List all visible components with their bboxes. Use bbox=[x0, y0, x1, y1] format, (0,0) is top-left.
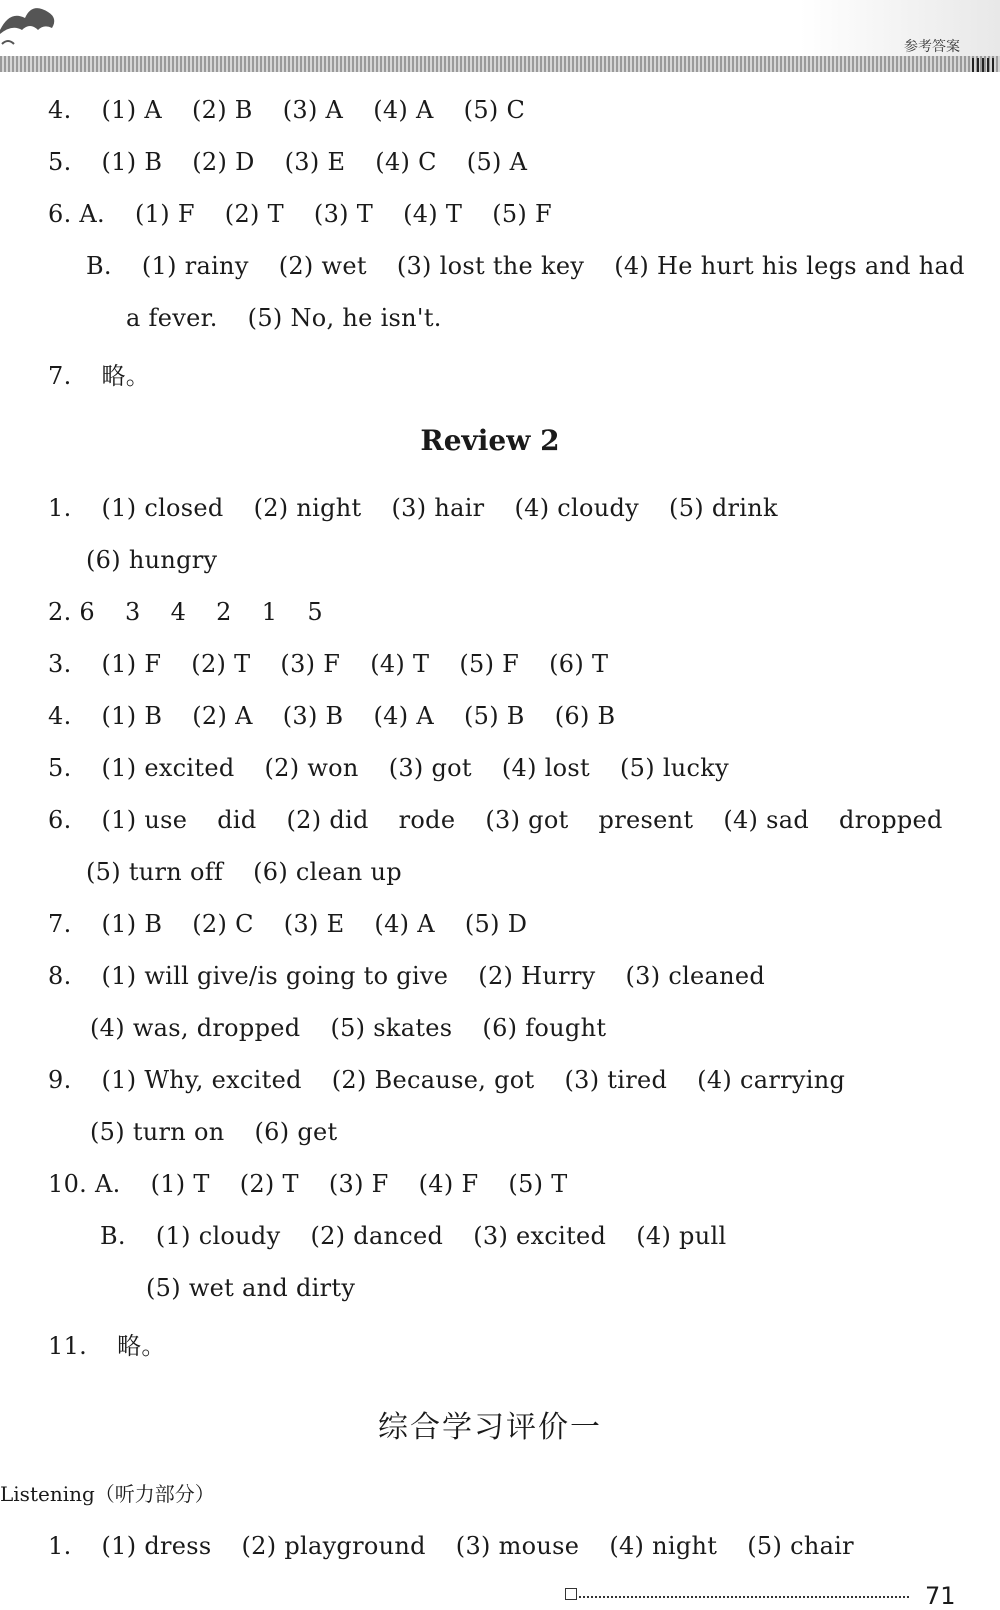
answer-line bbox=[48, 962, 795, 990]
answer-item: (5) F bbox=[459, 650, 520, 678]
answer-item: (6) get bbox=[254, 1118, 338, 1146]
answer-line bbox=[48, 96, 555, 124]
answer-item: (3) A bbox=[282, 96, 344, 124]
answer-item: 5 bbox=[307, 598, 323, 626]
page-footer bbox=[565, 1582, 995, 1610]
answer-item: 4 bbox=[170, 598, 187, 626]
answer-item: (1) B bbox=[101, 148, 163, 176]
answer-item: (4) cloudy bbox=[514, 494, 640, 522]
answer-item: 6. bbox=[48, 806, 72, 834]
section-title-cn: 综合学习评价一 bbox=[378, 1410, 602, 1445]
answer-item: (2) T bbox=[191, 650, 251, 678]
answer-item: (2) night bbox=[253, 494, 362, 522]
answer-item: (5) turn on bbox=[90, 1118, 225, 1146]
answer-item: 2 bbox=[216, 598, 232, 626]
square-marker-icon bbox=[565, 1588, 577, 1600]
answer-item: (5) wet and dirty bbox=[146, 1274, 356, 1302]
header-rule bbox=[0, 56, 1000, 72]
answer-item: (5) skates bbox=[330, 1014, 453, 1042]
header-ticks bbox=[972, 58, 994, 72]
answer-item: (4) A bbox=[374, 910, 435, 938]
answer-item: (5) drink bbox=[669, 494, 778, 522]
answer-item: (3) E bbox=[283, 910, 345, 938]
answer-item: 略。 bbox=[117, 1332, 166, 1360]
answer-line bbox=[48, 200, 582, 228]
answer-item: 5. bbox=[48, 148, 72, 176]
answer-item: (3) got bbox=[485, 806, 569, 834]
answer-item: (5) D bbox=[464, 910, 528, 938]
answer-item: (2) T bbox=[224, 200, 284, 228]
answer-item: 1 bbox=[261, 598, 278, 626]
answer-item: (2) Hurry bbox=[478, 962, 596, 990]
answer-item: 1. bbox=[48, 1532, 72, 1560]
answer-item: 9. bbox=[48, 1066, 72, 1094]
answer-line bbox=[146, 1274, 385, 1302]
answer-item: 略。 bbox=[101, 362, 151, 390]
answer-item: (4) night bbox=[609, 1532, 718, 1560]
answer-item: 5. bbox=[48, 754, 72, 782]
answer-item: (1) F bbox=[101, 650, 162, 678]
answer-item: (6) clean up bbox=[253, 858, 402, 886]
answer-item: (5) T bbox=[508, 1170, 568, 1198]
answer-item: (4) A bbox=[373, 96, 434, 124]
answer-line bbox=[86, 252, 995, 280]
answer-line bbox=[48, 650, 638, 678]
answer-item: B. bbox=[100, 1222, 126, 1250]
answer-item: (1) T bbox=[150, 1170, 210, 1198]
answer-item: (5) No, he isn't. bbox=[247, 304, 442, 332]
answer-item: (5) A bbox=[466, 148, 528, 176]
listening-label: Listening（听力部分） bbox=[0, 1482, 215, 1506]
answer-item: (6) fought bbox=[482, 1014, 607, 1042]
answer-item: (6) T bbox=[549, 650, 609, 678]
answer-item: (1) B bbox=[101, 910, 163, 938]
answer-item: (4) lost bbox=[501, 754, 590, 782]
answer-item: (2) C bbox=[192, 910, 254, 938]
answer-item: (6) hungry bbox=[86, 546, 218, 574]
answer-item: (3) lost the key bbox=[396, 252, 585, 280]
answer-item: (1) use bbox=[101, 806, 188, 834]
answer-item: (4) sad bbox=[723, 806, 810, 834]
answer-item: 3. bbox=[48, 650, 72, 678]
answer-item: 11. bbox=[48, 1332, 88, 1360]
answer-item: (3) B bbox=[282, 702, 344, 730]
answer-item: (2) D bbox=[192, 148, 255, 176]
answer-item: (4) A bbox=[373, 702, 434, 730]
answer-item: (2) B bbox=[191, 96, 253, 124]
answer-line bbox=[48, 1326, 196, 1361]
answer-item: (3) excited bbox=[473, 1222, 607, 1250]
answer-item: (4) was, dropped bbox=[90, 1014, 301, 1042]
header-label: 参考答案 bbox=[904, 39, 960, 55]
answer-line bbox=[48, 1170, 598, 1198]
answer-item: (3) F bbox=[328, 1170, 389, 1198]
answer-item: 7. bbox=[48, 910, 72, 938]
answer-item: 4. bbox=[48, 702, 72, 730]
answer-line bbox=[48, 1066, 875, 1094]
answer-item: (1) dress bbox=[101, 1532, 212, 1560]
answer-item: 2. 6 bbox=[48, 598, 95, 626]
answer-item: (3) cleaned bbox=[625, 962, 766, 990]
cloud-logo-icon bbox=[0, 0, 60, 50]
answer-item: (1) closed bbox=[101, 494, 224, 522]
answer-item: (1) excited bbox=[101, 754, 235, 782]
answer-line bbox=[126, 304, 472, 332]
answer-item: (5) B bbox=[463, 702, 525, 730]
answer-line bbox=[48, 1532, 884, 1560]
dotted-leader bbox=[579, 1596, 909, 1598]
answer-item: (1) will give/is going to give bbox=[101, 962, 449, 990]
answer-item: (2) did bbox=[286, 806, 369, 834]
answer-item: 4. bbox=[48, 96, 72, 124]
answer-item: (4) C bbox=[375, 148, 437, 176]
answer-line bbox=[90, 1014, 636, 1042]
answer-item: (5) lucky bbox=[620, 754, 730, 782]
answer-item: (3) T bbox=[313, 200, 374, 228]
answer-item: 8. bbox=[48, 962, 72, 990]
answer-item: (1) B bbox=[101, 702, 163, 730]
answer-item: (2) danced bbox=[310, 1222, 444, 1250]
answer-item: (1) F bbox=[135, 200, 195, 228]
answer-line bbox=[48, 356, 180, 391]
answer-item: 6. A. bbox=[48, 200, 105, 228]
answer-item: (2) wet bbox=[278, 252, 367, 280]
answer-line bbox=[48, 910, 557, 938]
answer-item: 3 bbox=[125, 598, 141, 626]
answer-item: did bbox=[217, 806, 257, 834]
answer-item: (5) C bbox=[463, 96, 526, 124]
answer-item: a fever. bbox=[126, 304, 218, 332]
review-title: Review 2 bbox=[420, 424, 560, 457]
answer-line bbox=[86, 858, 432, 886]
answer-item: (3) F bbox=[280, 650, 341, 678]
answer-item: (3) got bbox=[388, 754, 472, 782]
answer-item: (2) T bbox=[239, 1170, 299, 1198]
answer-item: (6) B bbox=[554, 702, 616, 730]
answer-item: (5) chair bbox=[747, 1532, 854, 1560]
answer-item: B. bbox=[86, 252, 112, 280]
answer-line bbox=[48, 754, 759, 782]
answer-item: (4) carrying bbox=[697, 1066, 846, 1094]
answer-item: 10. A. bbox=[48, 1170, 121, 1198]
answer-line bbox=[48, 806, 973, 834]
answer-item: (4) He hurt his legs and had bbox=[614, 252, 965, 280]
answer-item: (2) A bbox=[192, 702, 253, 730]
answer-item: (1) rainy bbox=[141, 252, 249, 280]
answer-item: (2) won bbox=[264, 754, 359, 782]
answer-item: 1. bbox=[48, 494, 72, 522]
header-background bbox=[0, 0, 1000, 56]
answer-item: dropped bbox=[839, 806, 943, 834]
answer-item: (3) hair bbox=[391, 494, 485, 522]
answer-item: (1) A bbox=[101, 96, 162, 124]
answer-item: (5) turn off bbox=[86, 858, 224, 886]
answer-line bbox=[48, 598, 353, 626]
answer-item: 7. bbox=[48, 362, 72, 390]
answer-item: (3) E bbox=[284, 148, 346, 176]
answer-item: (4) T bbox=[370, 650, 430, 678]
answer-item: present bbox=[598, 806, 694, 834]
answer-item: (2) playground bbox=[241, 1532, 426, 1560]
answer-line bbox=[48, 494, 808, 522]
answer-line bbox=[48, 702, 646, 730]
answer-item: (4) T bbox=[403, 200, 463, 228]
answer-item: rode bbox=[398, 806, 456, 834]
answer-line bbox=[86, 546, 247, 574]
answer-item: (1) Why, excited bbox=[101, 1066, 302, 1094]
answer-item: (5) F bbox=[492, 200, 552, 228]
page-header bbox=[0, 0, 1000, 74]
answer-item: (4) pull bbox=[636, 1222, 727, 1250]
answer-line bbox=[48, 148, 557, 176]
answer-item: (3) mouse bbox=[455, 1532, 580, 1560]
answer-line bbox=[90, 1118, 367, 1146]
answer-item: (3) tired bbox=[564, 1066, 668, 1094]
answer-item: (4) F bbox=[418, 1170, 479, 1198]
answer-item: (1) cloudy bbox=[155, 1222, 281, 1250]
answer-item: (2) Because, got bbox=[331, 1066, 535, 1094]
answer-line bbox=[100, 1222, 756, 1250]
page-number: 71 bbox=[925, 1582, 956, 1610]
